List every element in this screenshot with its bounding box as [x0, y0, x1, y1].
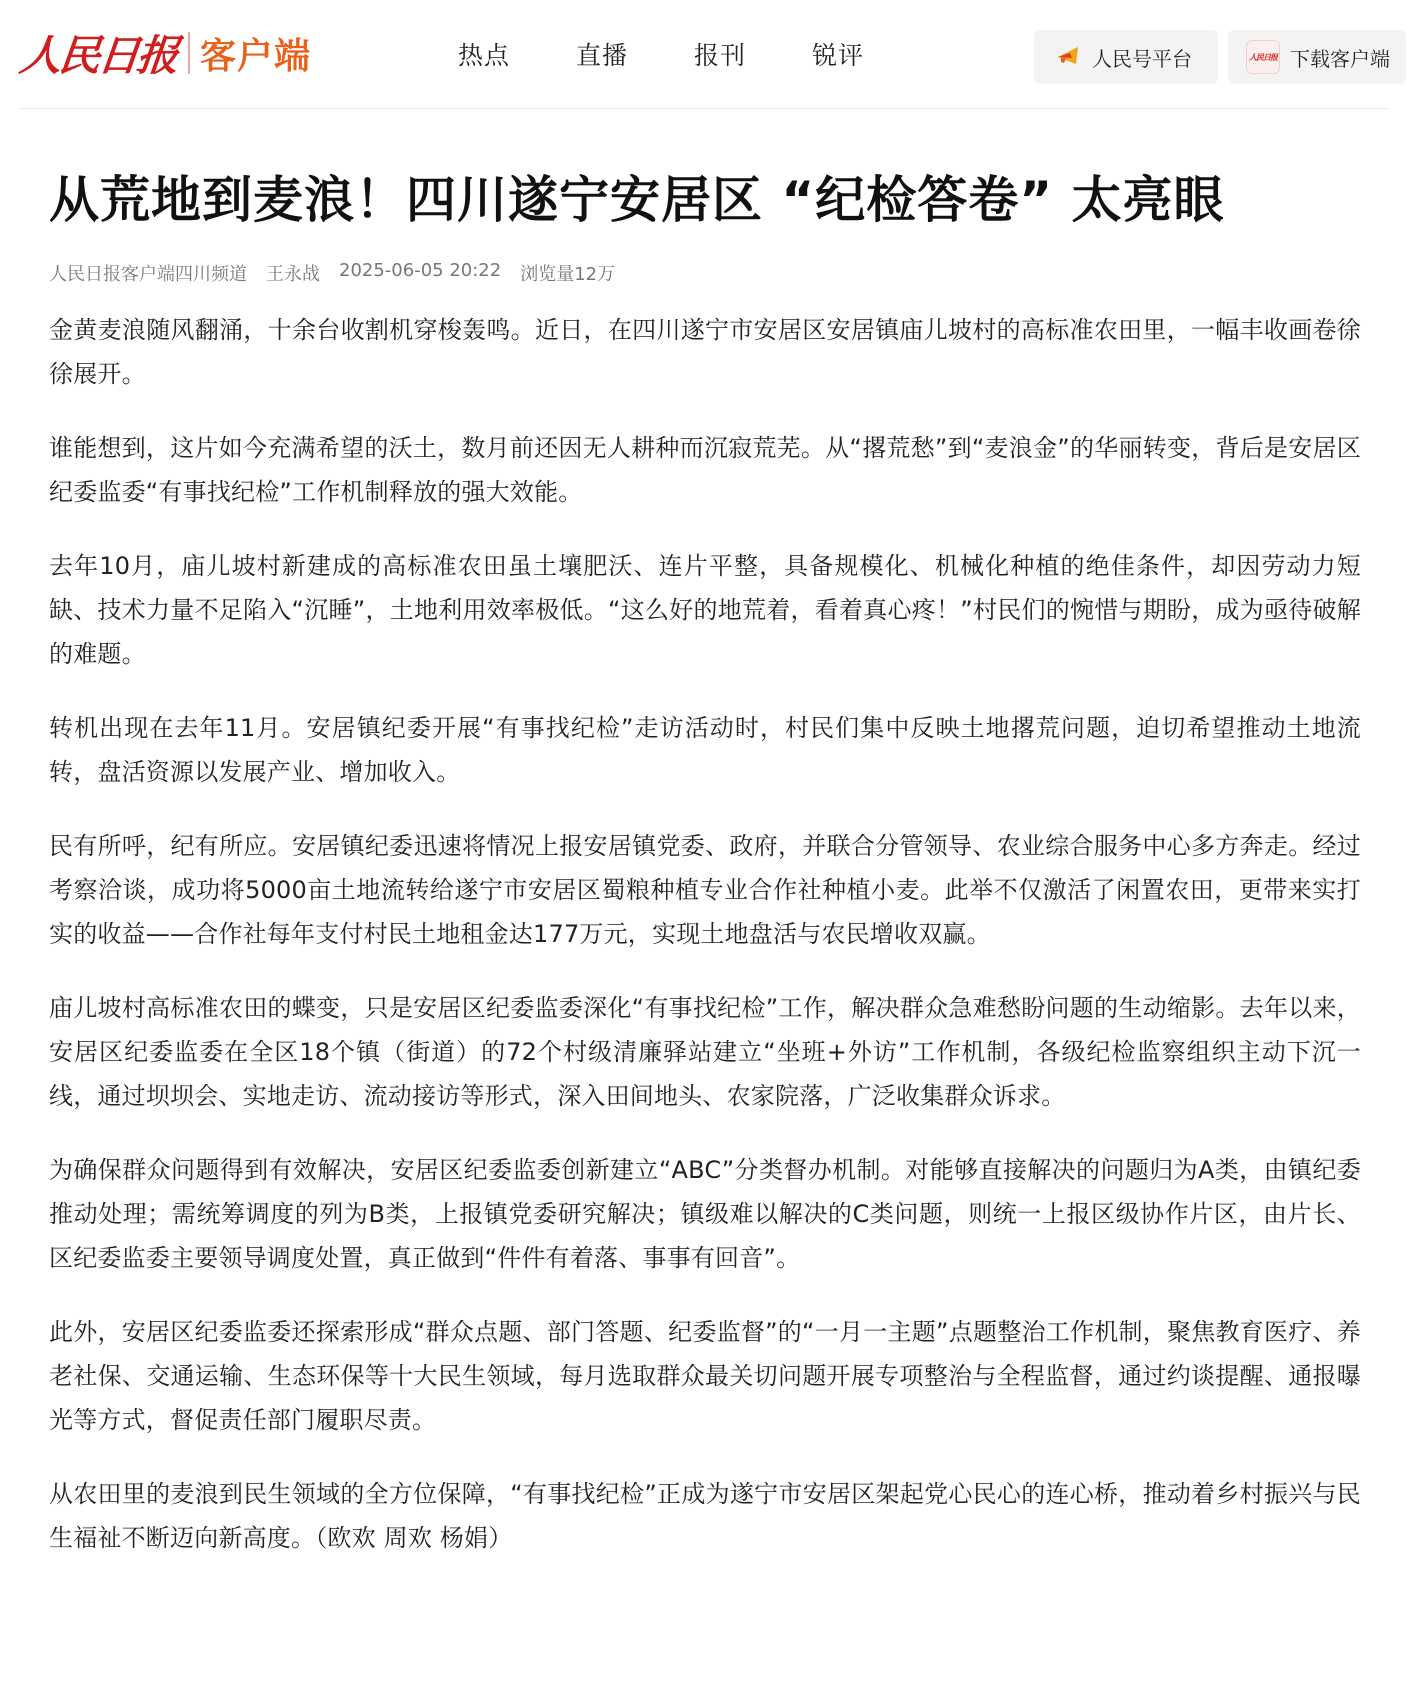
- logo-divider: [188, 32, 190, 74]
- article-paragraph: 谁能想到，这片如今充满希望的沃土，数月前还因无人耕种而沉寂荒芜。从“撂荒愁”到“麦浪金”的华丽转变，背后是安居区纪委监委“有事找纪检”工作机制释放的强大效能。: [49, 434, 1361, 506]
- download-app-label: 下载客户端: [1290, 46, 1390, 71]
- site-header: [18, 0, 1390, 109]
- article-datetime: 2025-06-05 20:22: [339, 260, 502, 281]
- article-source: 人民日报客户端四川频道: [49, 264, 247, 285]
- article-paragraph: 从农田里的麦浪到民生领域的全方位保障，“有事找纪检”正成为遂宁市安居区架起党心民心的连心桥，推动着乡村振兴与民生福祉不断迈向新高度。（欧欢 周欢 杨娟）: [49, 1480, 1361, 1552]
- article-body: [49, 308, 1361, 1560]
- article-meta: [49, 260, 1361, 286]
- article-paragraph: 去年10月，庙儿坡村新建成的高标准农田虽土壤肥沃、连片平整，具备规模化、机械化种植的绝佳条件，却因劳动力短缺、技术力量不足陷入“沉睡”，土地利用效率极低。“这么好的地荒着，看着真心疼！”村民们的惋惜与期盼，成为亟待破解的难题。: [49, 552, 1361, 668]
- article-paragraph: 民有所呼，纪有所应。安居镇纪委迅速将情况上报安居镇党委、政府，并联合分管领导、农业综合服务中心多方奔走。经过考察洽谈，成功将5000亩土地流转给遂宁市安居区蜀粮种植专业合作社种植小麦。此举不仅激活了闲置农田，更带来实打实的收益——合作社每年支付村民土地租金达177万元，实现土地盘活与农民增收双赢。: [49, 832, 1361, 948]
- nav-item-commentary[interactable]: 锐评: [812, 41, 865, 70]
- main-nav: [458, 36, 930, 72]
- article-author: 王永战: [266, 264, 320, 285]
- logo-people-daily: 人民日报: [17, 31, 179, 80]
- article-views: 浏览量12万: [520, 264, 616, 285]
- people-platform-button[interactable]: [1034, 30, 1218, 84]
- logo-client: 客户端: [200, 35, 312, 77]
- article-paragraph: 转机出现在去年11月。安居镇纪委开展“有事找纪检”走访活动时，村民们集中反映土地撂荒问题，迫切希望推动土地流转，盘活资源以发展产业、增加收入。: [49, 714, 1361, 786]
- nav-item-newspaper[interactable]: 报刊: [694, 41, 747, 70]
- article-paragraph: 此外，安居区纪委监委还探索形成“群众点题、部门答题、纪委监督”的“一月一主题”点题整治工作机制，聚焦教育医疗、养老社保、交通运输、生态环保等十大民生领域，每月选取群众最关切问题开展专项整治与全程监督，通过约谈提醒、通报曝光等方式，督促责任部门履职尽责。: [49, 1318, 1361, 1434]
- people-platform-label: 人民号平台: [1092, 46, 1192, 71]
- megaphone-icon: [1056, 44, 1082, 71]
- article-paragraph: 金黄麦浪随风翻涌，十余台收割机穿梭轰鸣。近日，在四川遂宁市安居区安居镇庙儿坡村的高标准农田里，一幅丰收画卷徐徐展开。: [49, 316, 1361, 388]
- article: [49, 160, 1361, 1590]
- article-title: 从荒地到麦浪！四川遂宁安居区 “纪检答卷” 太亮眼: [49, 171, 1225, 229]
- site-logo[interactable]: [17, 26, 312, 80]
- nav-item-live[interactable]: 直播: [576, 41, 629, 70]
- nav-item-hot[interactable]: 热点: [458, 41, 511, 70]
- article-paragraph: 庙儿坡村高标准农田的蝶变，只是安居区纪委监委深化“有事找纪检”工作，解决群众急难愁盼问题的生动缩影。去年以来，安居区纪委监委在全区18个镇（街道）的72个村级清廉驿站建立“坐班+外访”工作机制，各级纪检监察组织主动下沉一线，通过坝坝会、实地走访、流动接访等形式，深入田间地头、农家院落，广泛收集群众诉求。: [49, 994, 1361, 1110]
- article-paragraph: 为确保群众问题得到有效解决，安居区纪委监委创新建立“ABC”分类督办机制。对能够直接解决的问题归为A类，由镇纪委推动处理；需统筹调度的列为B类，上报镇党委研究解决；镇级难以解决的C类问题，则统一上报区级协作片区，由片长、区纪委监委主要领导调度处置，真正做到“件件有着落、事事有回音”。: [49, 1156, 1361, 1272]
- people-daily-app-icon: 人民日报: [1246, 40, 1280, 74]
- download-app-button[interactable]: [1228, 30, 1406, 84]
